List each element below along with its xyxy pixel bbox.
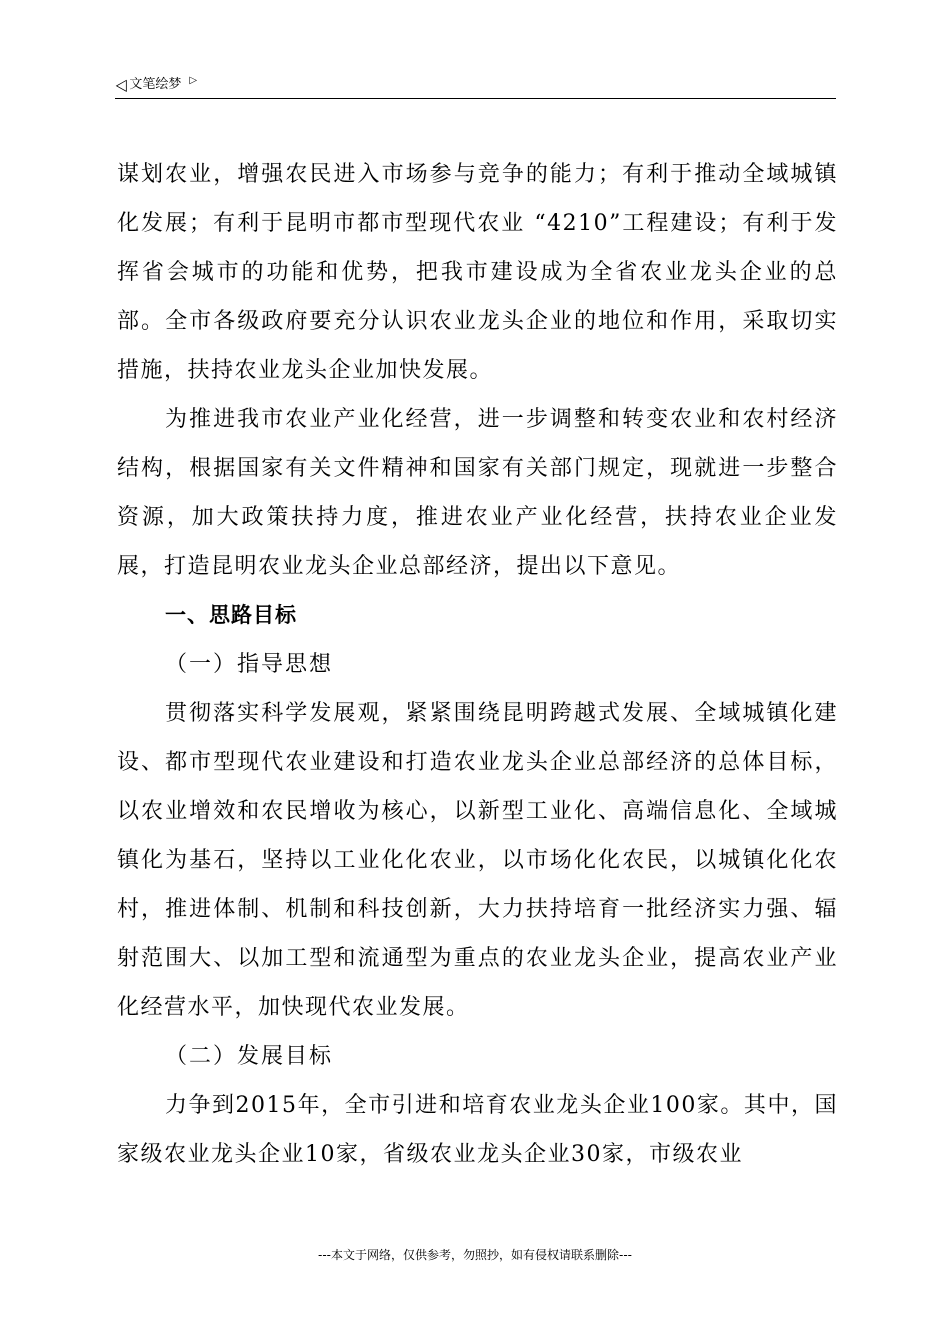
triangle-left-icon: ◁ [115, 75, 127, 94]
triangle-right-icon: ▷ [189, 75, 198, 86]
paragraph-1: 谋划农业，增强农民进入市场参与竞争的能力；有利于推动全域城镇化发展；有利于昆明市都市型现代农业 “4210”工程建设；有利于发挥省会城市的功能和优势，把我市建设成为全省农业龙头企业的总部。全市各级政府要充分认识农业龙头企业的地位和作用，采取切实措施，扶持农业龙头企业加快发展。 [117, 162, 838, 383]
header-brand: 文笔绘梦 [129, 77, 182, 92]
paragraph-4: 力争到2015年，全市引进和培育农业龙头企业100家。其中，国家级农业龙头企业10家，省级农业龙头企业30家，市级农业 [117, 1093, 838, 1167]
paragraph-3: 贯彻落实科学发展观，紧紧围绕昆明跨越式发展、全域城镇化建设、都市型现代农业建设和打造农业龙头企业总部经济的总体目标，以农业增效和农民增收为核心，以新型工业化、高端信息化、全域城镇化为基石，坚持以工业化化农业，以市场化化农民，以城镇化化农村，推进体制、机制和科技创新，大力扶持培育一批经济实力强、辐射范围大、以加工型和流通型为重点的农业龙头企业，提高农业产业化经营水平，加快现代农业发展。 [117, 701, 838, 1020]
subsection-heading-development-goals: （二）发展目标 [165, 1044, 334, 1069]
page-footer-disclaimer: ---本文于网络，仅供参考，勿照抄，如有侵权请联系删除--- [318, 1248, 632, 1262]
paragraph-2: 为推进我市农业产业化经营，进一步调整和转变农业和农村经济结构，根据国家有关文件精神和国家有关部门规定，现就进一步整合资源，加大政策扶持力度，推进农业产业化经营，扶持农业企业发展，打造昆明农业龙头企业总部经济，提出以下意见。 [117, 407, 838, 579]
page-header [115, 72, 836, 99]
subsection-heading-guiding-thought: （一）指导思想 [165, 652, 334, 677]
document-body [117, 150, 838, 1179]
section-heading-ideas-goals: 一、思路目标 [165, 603, 297, 627]
